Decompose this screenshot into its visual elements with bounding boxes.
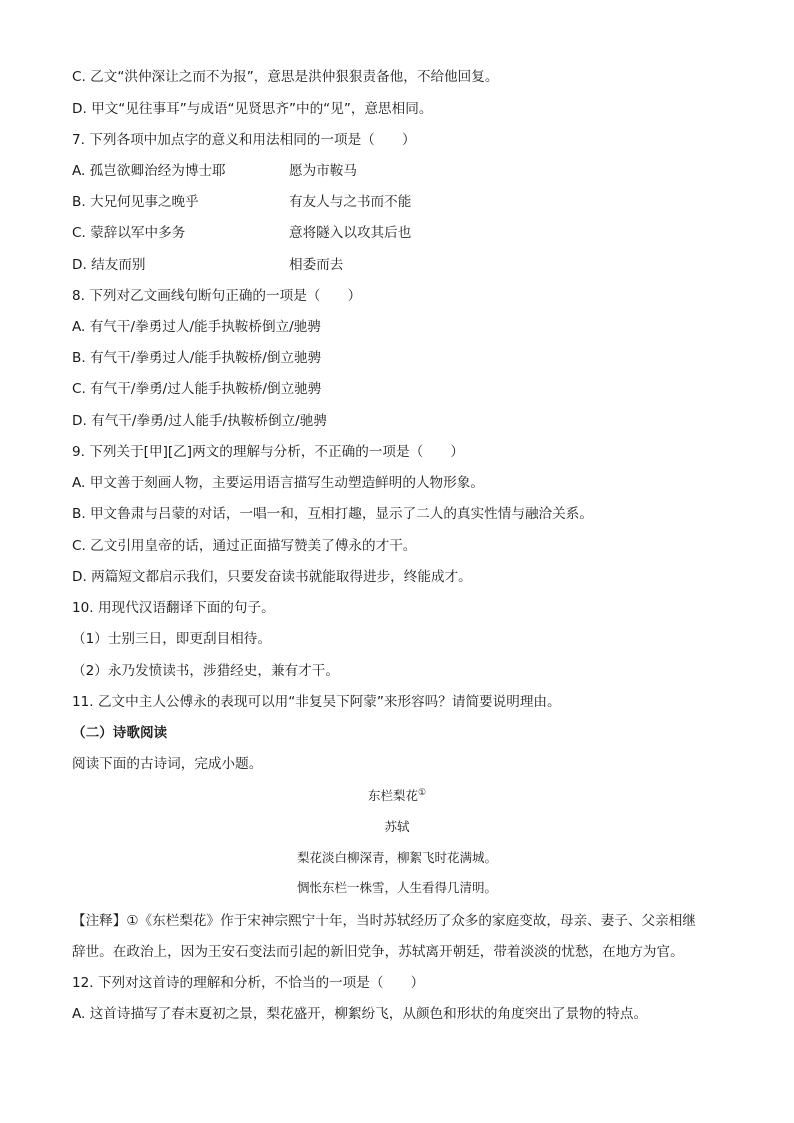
q7-option-d (72, 256, 344, 274)
q7-option-d-right: 相委而去 (289, 257, 344, 273)
q7-option-a-right: 愿为市鞍马 (289, 163, 357, 179)
q12-option-a: A. 这首诗描写了春末夏初之景，梨花盛开，柳絮纷飞，从颜色和形状的角度突出了景物的特点。 (72, 1006, 648, 1022)
poem-title-text: 东栏梨花 (367, 788, 418, 803)
q8-option-d: D. 有气干/拳勇/过人能手/执鞍桥倒立/驰骋 (72, 413, 327, 429)
q7-option-d-left: D. 结友而别 (72, 257, 146, 273)
q7-option-a-left: A. 孤岂欲卿治经为博士耶 (72, 163, 226, 179)
poem-note-mark: ① (417, 787, 427, 798)
option-d-previous: D. 甲文“见往事耳”与成语“见贤思齐”中的“见”，意思相同。 (72, 101, 433, 117)
q10-sentence-2: （2）永乃发愤读书，涉猎经史，兼有才干。 (72, 663, 339, 679)
q9-option-a: A. 甲文善于刻画人物，主要运用语言描写生动塑造鲜明的人物形象。 (72, 475, 484, 491)
annotation-line-1: 【注释】①《东栏梨花》作于宋神宗熙宁十年，当时苏轼经历了众多的家庭变故，母亲、妻子、父亲相继 (72, 913, 696, 929)
question-12: 12. 下列对这首诗的理解和分析，不恰当的一项是（ ） (72, 975, 425, 991)
q10-sentence-1: （1）士别三日，即更刮目相待。 (72, 631, 271, 647)
question-7: 7. 下列各项中加点字的意义和用法相同的一项是（ ） (72, 132, 416, 148)
question-10: 10. 用现代汉语翻译下面的句子。 (72, 600, 275, 616)
poem-line-1: 梨花淡白柳深青，柳絮飞时花满城。 (296, 850, 497, 865)
poem-title (0, 788, 794, 804)
q9-option-d: D. 两篇短文都启示我们，只要发奋读书就能取得进步，终能成才。 (72, 569, 472, 585)
q7-option-c-right: 意将隧入以攻其后也 (289, 225, 412, 241)
question-8: 8. 下列对乙文画线句断句正确的一项是（ ） (72, 288, 362, 304)
poem-author: 苏轼 (384, 819, 410, 834)
q7-option-b-right: 有友人与之书而不能 (289, 194, 412, 210)
q8-option-a: A. 有气干/拳勇过人/能手执鞍桥倒立/驰骋 (72, 319, 321, 335)
poem-line-2: 惆怅东栏一株雪，人生看得几清明。 (296, 880, 497, 895)
q7-option-b (72, 193, 412, 211)
question-9: 9. 下列关于[甲][乙]两文的理解与分析，不正确的一项是（ ） (72, 444, 464, 460)
q9-option-c: C. 乙文引用皇帝的话，通过正面描写赞美了傅永的才干。 (72, 538, 417, 554)
q7-option-a (72, 162, 357, 180)
question-11: 11. 乙文中主人公傅永的表现可以用“非复吴下阿蒙”来形容吗？请简要说明理由。 (72, 694, 561, 710)
q8-option-b: B. 有气干/拳勇过人/能手执鞍桥/倒立驰骋 (72, 350, 322, 366)
q7-option-c-left: C. 蒙辞以军中多务 (72, 225, 186, 241)
annotation-line-2: 辞世。在政治上，因为王安石变法而引起的新旧党争，苏轼离开朝廷，带着淡淡的忧愁，在地方为官。 (72, 944, 684, 960)
q8-option-c: C. 有气干/拳勇/过人能手执鞍桥/倒立驰骋 (72, 381, 322, 397)
option-c-previous: C. 乙文“洪仲深让之而不为报”，意思是洪仲狠狠责备他，不给他回复。 (72, 69, 499, 85)
q7-option-b-left: B. 大兄何见事之晚乎 (72, 194, 199, 210)
reading-instruction: 阅读下面的古诗词，完成小题。 (72, 756, 263, 772)
section-heading-poetry: （二）诗歌阅读 (72, 725, 168, 741)
q9-option-b: B. 甲文鲁肃与吕蒙的对话，一唱一和，互相打趣，显示了二人的真实性情与融洽关系。 (72, 506, 593, 522)
q7-option-c (72, 224, 412, 242)
